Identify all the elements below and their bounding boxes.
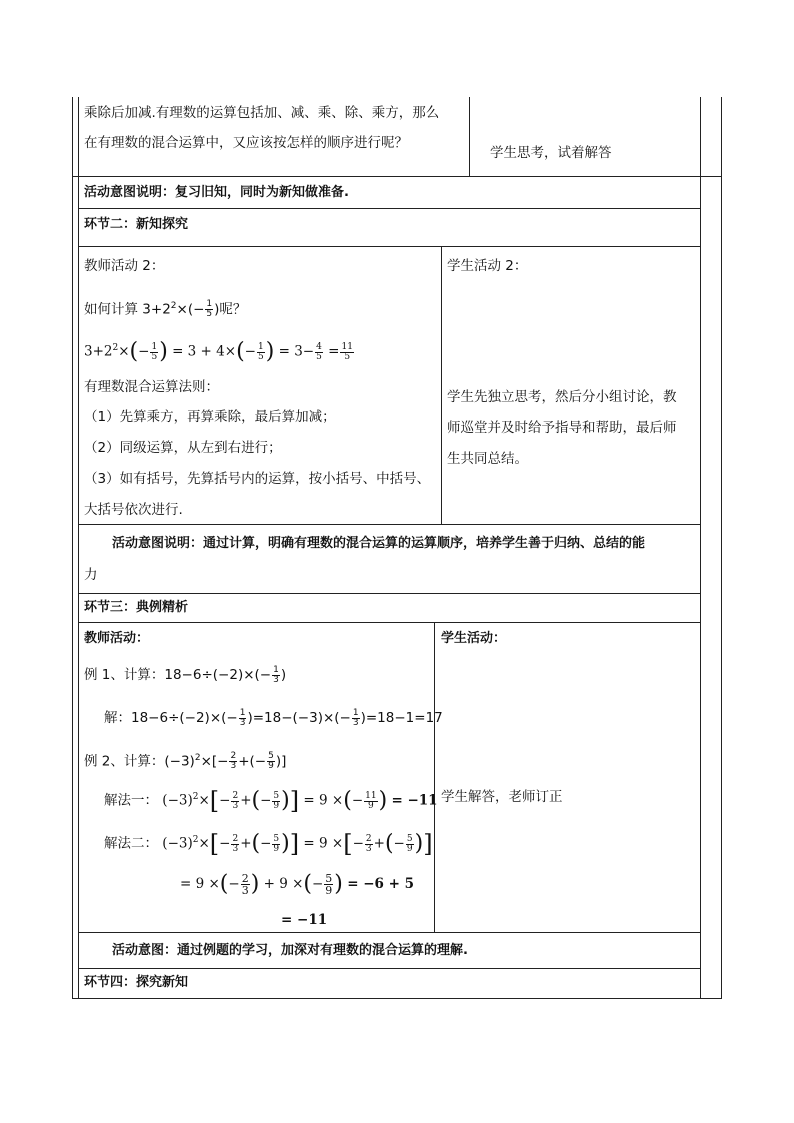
example-2-mid: ×[− <box>200 753 229 770</box>
section3-title: 环节三：典例精析 <box>84 600 189 615</box>
row-divider <box>78 593 700 594</box>
activity-intent-1: 活动意图说明：复习旧知，同时为新知做准备. <box>84 185 349 200</box>
solution-part-a: 解：18−6÷(−2)×(− <box>104 710 238 726</box>
row-divider <box>72 176 722 177</box>
rule-2: （2）同级运算，从左到右进行； <box>84 440 282 456</box>
question-suffix: ) <box>214 301 220 318</box>
exponent: 2 <box>170 301 177 311</box>
row-divider <box>78 622 700 623</box>
intro-text-line1: 乘除后加减.有理数的运算包括加、减、乘、除、乘方，那么 <box>84 105 440 121</box>
question-prefix: 如何计算 3+2 <box>84 301 171 318</box>
table-border-left <box>72 97 73 999</box>
example-1-text: 例 1、计算：18−6÷(−2)×(− <box>84 667 272 683</box>
method-2-label: 解法二： <box>104 835 158 852</box>
calculation-line: $3+2^2\times(-$ $\frac{1}{5}$ ) = 3 + 4×(− $\frac{1}{5}$ ) = 3− $\frac{4}{5}$ = $\frac{11}{5}$ <box>84 339 353 364</box>
example-1: 例 1、计算：18−6÷(−2)×(− $\frac{1}{3}$ ) <box>84 664 287 685</box>
student-activity-text: 学生解答，老师订正 <box>441 789 563 805</box>
row-divider <box>78 968 700 969</box>
times-symbol: ×(− <box>176 301 205 318</box>
rule-1: （1）先算乘方，再算乘除，最后算加减； <box>84 409 336 425</box>
method-2-result: = −11 <box>281 912 328 928</box>
question-end: 呢？ <box>219 301 247 318</box>
calc-eq2: = <box>328 343 340 360</box>
student-activity-2-text2: 师巡堂并及时给予指导和帮助，最后师 <box>447 420 677 436</box>
method-2-line: 解法二： $(-3)^2\times[-$ $\frac{2}{3}$ +(− $\frac{5}{9}$ )] = 9 ×[− $\frac{2}{3}$ +(− $\frac{5}{9}$ )] <box>104 830 433 858</box>
calc-eq: = 3− <box>278 343 315 360</box>
example-2: 例 2、计算：$(-3)^2\times[-$ $\frac{2}{3}$ +(− $\frac{5}{9}$ )] <box>84 751 287 771</box>
rule-3-line2: 大括号依次进行. <box>84 502 183 518</box>
fraction: $\frac{1}{5}$ <box>206 299 213 319</box>
section2-title: 环节二：新知探究 <box>84 217 189 232</box>
method-1-line: 解法一： $(-3)^2\times[-$ $\frac{2}{3}$ +(− $\frac{5}{9}$ )] = 9 ×(− $\frac{11}{9}$ ) = −11 <box>104 787 438 815</box>
table-inner-right <box>700 97 701 999</box>
teacher-activity-2-label: 教师活动 2： <box>84 258 165 274</box>
student-activity-2-text3: 生共同总结。 <box>447 451 528 467</box>
section4-title: 环节四：探究新知 <box>84 975 189 990</box>
example-2-end: )] <box>275 753 287 770</box>
calc-mid: = 3 + 4× <box>172 343 237 360</box>
example-1-solution: 解：18−6÷(−2)×(− $\frac{1}{3}$ )=18−(−3)×(− $\frac{1}{3}$ )=18−1=17 <box>104 707 443 728</box>
solution-part-c: )=18−1=17 <box>360 710 443 726</box>
solution-part-b: )=18−(−3)×(− <box>247 710 351 726</box>
activity-intent-2-line2: 力 <box>84 567 98 583</box>
calc-prefix: 3+2 <box>84 343 113 360</box>
fraction: $\frac{11}{5}$ <box>341 341 353 362</box>
method-2-step: = 9 ×(− $\frac{2}{3}$ ) + 9 ×(− $\frac{5}{9}$ ) = −6 + 5 <box>180 871 415 897</box>
row-divider <box>78 932 700 933</box>
fraction: $\frac{1}{5}$ <box>151 341 158 362</box>
column-divider <box>441 246 442 524</box>
intro-text-line2: 在有理数的混合运算中，又应该按怎样的顺序进行呢？ <box>84 135 408 151</box>
fraction: $\frac{4}{5}$ <box>316 341 322 362</box>
times-symbol: × <box>118 343 130 360</box>
rules-title: 有理数混合运算法则： <box>84 379 219 395</box>
table-border-right <box>721 97 722 999</box>
activity-intent-2-line1: 活动意图说明：通过计算，明确有理数的混合运算的运算顺序，培养学生善于归纳、总结的能 <box>112 536 646 551</box>
student-response-text: 学生思考，试着解答 <box>490 145 612 161</box>
column-divider <box>469 97 470 176</box>
example-2-text: 例 2、计算：(−3) <box>84 753 195 770</box>
table-border-bottom <box>72 998 722 999</box>
column-divider <box>434 622 435 932</box>
exponent: 2 <box>112 343 119 353</box>
student-activity-2-text1: 学生先独立思考，然后分小组讨论，教 <box>447 389 677 405</box>
rule-3-line1: （3）如有括号，先算括号内的运算，按小括号、中括号、 <box>84 471 431 487</box>
teacher-activity-label: 教师活动： <box>84 631 150 646</box>
row-divider <box>78 208 700 209</box>
question-line <box>84 296 246 320</box>
student-activity-label: 学生活动： <box>441 631 507 646</box>
activity-intent-3: 活动意图：通过例题的学习，加深对有理数的混合运算的理解. <box>112 943 468 958</box>
row-divider <box>78 246 700 247</box>
table-inner-left <box>78 97 79 999</box>
row-divider <box>78 524 700 525</box>
example-2-plus: +(− <box>238 753 267 770</box>
student-activity-2-label: 学生活动 2： <box>447 258 528 274</box>
method-1-label: 解法一： <box>104 792 158 809</box>
fraction: $\frac{1}{5}$ <box>257 341 264 362</box>
